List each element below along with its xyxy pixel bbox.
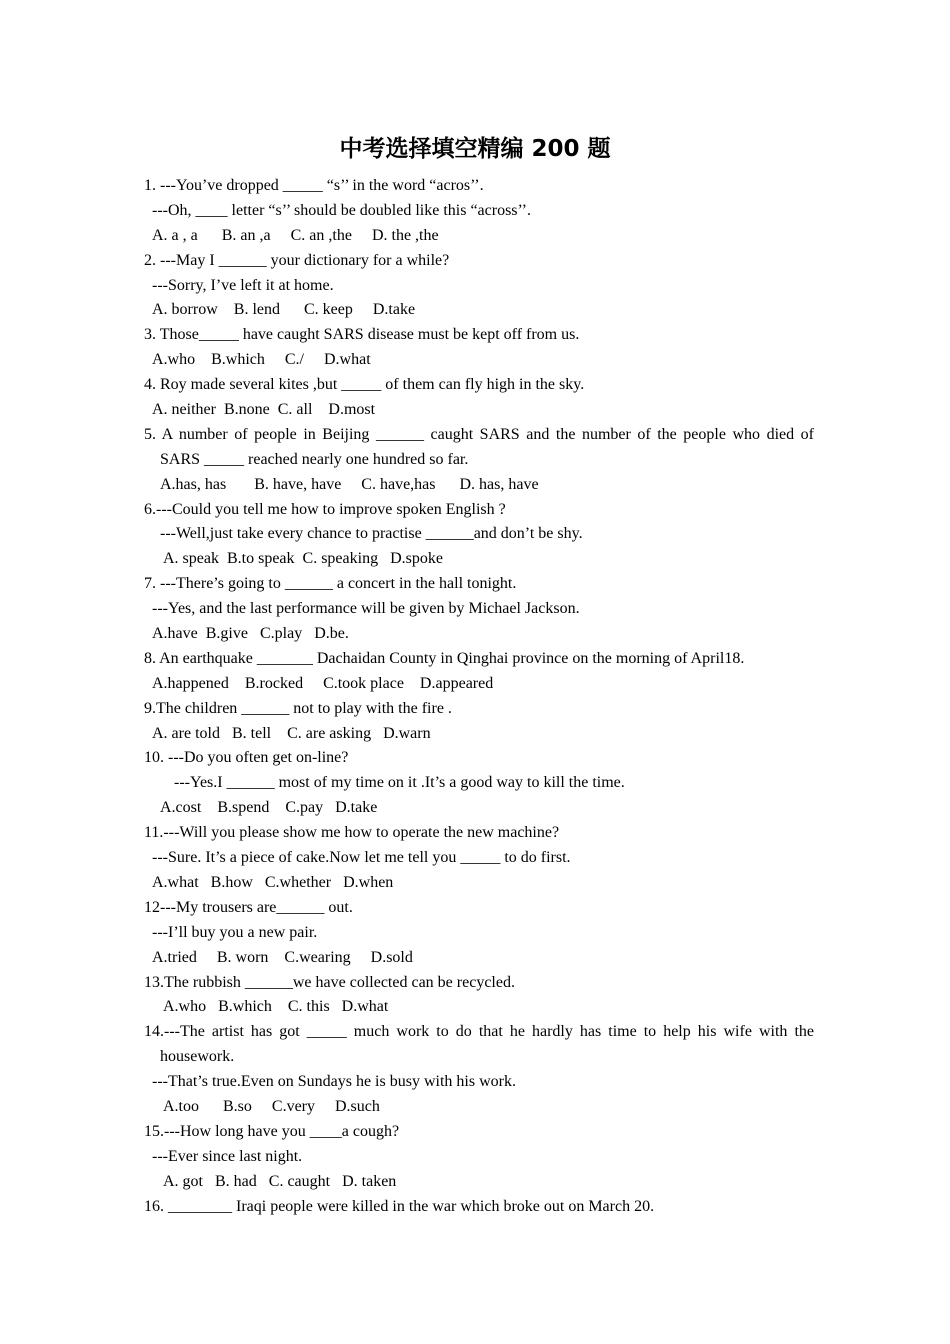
text-line: A. speak B.to speak C. speaking D.spoke [163,550,443,568]
text-line: ---Oh, ____ letter “s’’ should be doubled like this “across’’. [152,201,531,219]
text-line: A.happened B.rocked C.took place D.appeared [152,674,494,692]
text-line: A. neither B.none C. all D.most [152,401,376,419]
text-line: A. are told B. tell C. are asking D.warn [152,724,431,742]
text-line: 10. ---Do you often get on-line? [144,749,349,767]
text-line: 8. An earthquake _______ Dachaidan County in Qinghai province on the morning of April18. [144,649,745,667]
text-line: ---Yes, and the last performance will be given by Michael Jackson. [152,600,580,618]
text-line: ---Ever since last night. [152,1147,303,1165]
text-line: A.who B.which C. this D.what [163,998,389,1016]
text-line: 12---My trousers are______ out. [144,898,353,916]
question-list [144,174,814,1219]
text-line: A.too B.so C.very D.such [163,1097,380,1115]
page-title: 中考选择填空精编 200 题 [339,136,611,162]
text-line: A.cost B.spend C.pay D.take [160,799,378,817]
text-line: 14.---The artist has got _____ much work to do that he hardly has time to help his wife with the [144,1023,814,1041]
text-line: A.who B.which C./ D.what [152,351,371,369]
text-line: 16. ________ Iraqi people were killed in the war which broke out on March 20. [144,1197,655,1215]
text-line: A.have B.give C.play D.be. [152,625,349,643]
text-line: 9.The children ______ not to play with the fire . [144,699,452,717]
text-line: housework. [160,1048,235,1066]
text-line: ---That’s true.Even on Sundays he is busy with his work. [152,1073,516,1091]
text-line: 11.---Will you please show me how to operate the new machine? [144,824,560,842]
text-line: ---Well,just take every chance to practise ______and don’t be shy. [160,525,583,543]
text-line: 4. Roy made several kites ,but _____ of them can fly high in the sky. [144,376,585,394]
text-line: 2. ---May I ______ your dictionary for a while? [144,251,450,269]
text-line: ---Yes.I ______ most of my time on it .It’s a good way to kill the time. [174,774,625,792]
text-line: 5. A number of people in Beijing ______ caught SARS and the number of the people who died of [144,425,814,443]
text-line: A. a , a B. an ,a C. an ,the D. the ,the [152,226,439,244]
text-line: ---Sure. It’s a piece of cake.Now let me tell you _____ to do first. [152,849,571,867]
text-line: A.has, has B. have, have C. have,has D. has, have [160,475,539,493]
text-line: ---I’ll buy you a new pair. [152,923,318,941]
text-line: A. got B. had C. caught D. taken [163,1172,397,1190]
text-line: 15.---How long have you ____a cough? [144,1122,400,1140]
text-line: A.tried B. worn C.wearing D.sold [152,948,413,966]
text-line: 6.---Could you tell me how to improve spoken English ? [144,500,506,518]
text-line: 13.The rubbish ______we have collected can be recycled. [144,973,515,991]
text-line: SARS _____ reached nearly one hundred so far. [160,450,469,468]
text-line: ---Sorry, I’ve left it at home. [152,276,334,294]
text-line: A.what B.how C.whether D.when [152,873,394,891]
text-line: A. borrow B. lend C. keep D.take [152,301,416,319]
text-line: 1. ---You’ve dropped _____ “s’’ in the word “acros’’. [144,177,484,194]
text-line: 3. Those_____ have caught SARS disease must be kept off from us. [144,326,580,344]
text-line: 7. ---There’s going to ______ a concert in the hall tonight. [144,575,517,593]
